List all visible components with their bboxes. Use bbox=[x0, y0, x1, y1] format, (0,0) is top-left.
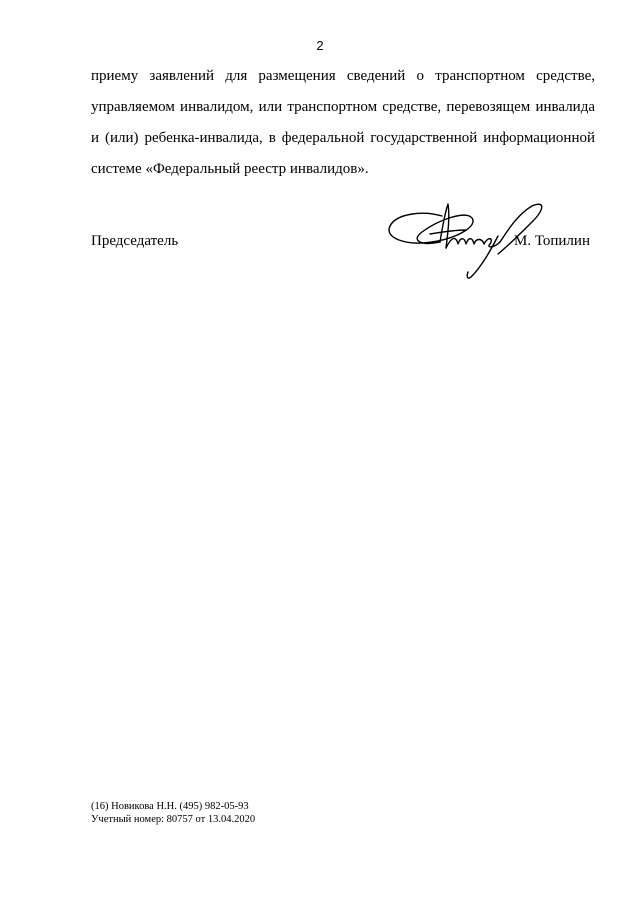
body-line: и (или) ребенка-инвалида, в федеральной государственной информационной bbox=[91, 130, 595, 146]
executor-info: (16) Новикова Н.Н. (495) 982-05-93 bbox=[91, 801, 249, 812]
body-line: управляемом инвалидом, или транспортном средстве, перевозящем инвалида bbox=[91, 99, 595, 115]
position-label: Председатель bbox=[91, 233, 179, 249]
body-line: системе «Федеральный реестр инвалидов». bbox=[91, 161, 369, 177]
page-number: 2 bbox=[316, 38, 324, 53]
body-line: приему заявлений для размещения сведений о транспортном средстве, bbox=[91, 68, 595, 84]
body-text bbox=[91, 61, 595, 185]
registration-number: Учетный номер: 80757 от 13.04.2020 bbox=[91, 814, 256, 825]
signer-name: М. Топилин bbox=[514, 233, 590, 249]
footer bbox=[91, 800, 255, 826]
